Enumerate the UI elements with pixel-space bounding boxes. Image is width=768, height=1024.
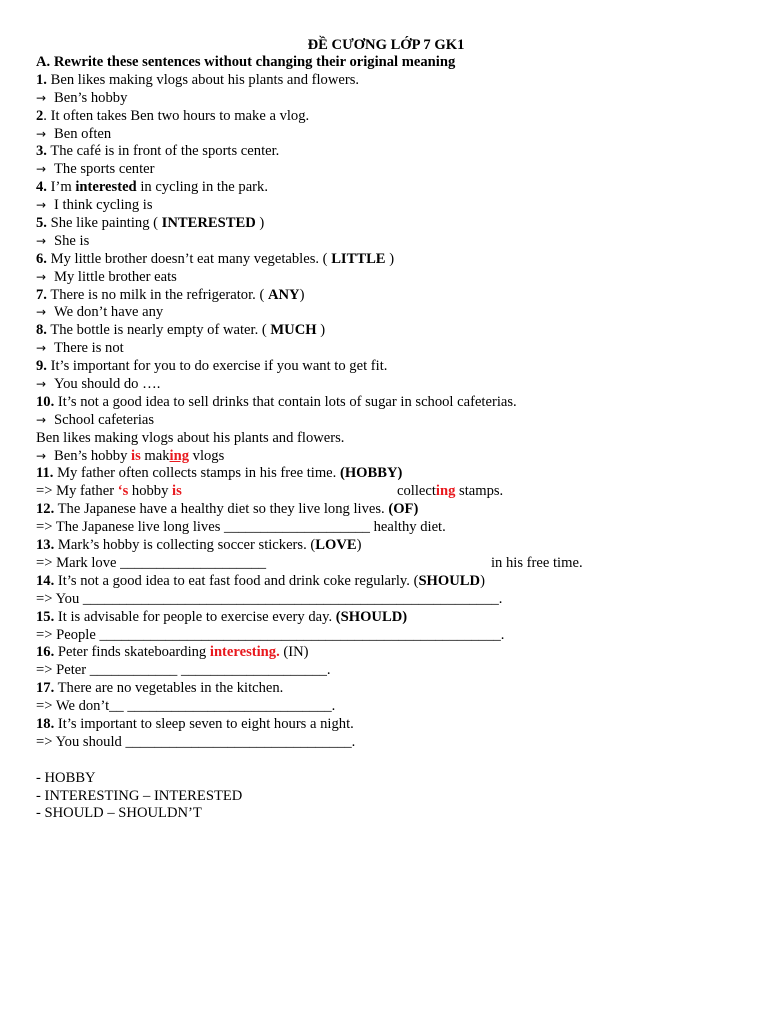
example-sentence: Ben likes making vlogs about his plants and flowers. [36, 429, 345, 446]
answer-9 [36, 376, 736, 394]
question-text: The bottle is nearly empty of water. ( [46, 322, 271, 339]
question-number: 12. [36, 501, 55, 518]
answer-1 [36, 90, 736, 108]
answer-17: => We don’t__ ____________________________. [36, 698, 336, 715]
question-number: 8. [36, 322, 47, 339]
keyword: interested [75, 179, 137, 196]
answer-text: We don’t have any [54, 304, 164, 321]
question-14 [36, 573, 736, 591]
question-text: ) [255, 215, 265, 232]
answer-text: => My father [36, 483, 118, 500]
question-text: Ben likes making vlogs about his plants and flowers. [46, 71, 360, 88]
answer-highlight: ‘s [117, 483, 129, 500]
answer-text: mak [140, 447, 170, 464]
cue-word: (HOBBY) [339, 465, 403, 482]
question-text: She like painting ( [46, 215, 162, 232]
question-15 [36, 609, 736, 627]
keyword: INTERESTED [161, 215, 256, 232]
arrow-icon: → [36, 448, 47, 463]
answer-text: Ben’s hobby [54, 89, 128, 106]
question-9 [36, 358, 736, 376]
question-number: 18. [36, 715, 55, 732]
cue-word: (OF) [388, 501, 419, 518]
answer-8 [36, 340, 736, 358]
answer-10 [36, 412, 736, 430]
answer-highlight: ing [169, 447, 190, 464]
question-number: 3. [36, 143, 47, 160]
answer-text: She is [54, 232, 90, 249]
question-number: 13. [36, 537, 55, 554]
answer-highlight: is [172, 483, 182, 500]
answer-16: => Peter ____________ ____________________. [36, 662, 331, 679]
question-12 [36, 501, 736, 519]
question-text: My little brother doesn’t eat many vegetables. ( [46, 250, 332, 267]
answer-text: I think cycling is [54, 197, 153, 214]
question-10 [36, 394, 736, 412]
cue-word: SHOULD [418, 572, 481, 589]
question-number: 2 [36, 107, 44, 124]
question-7 [36, 287, 736, 305]
arrow-icon: → [36, 126, 47, 141]
question-text: It’s important for you to do exercise if you want to get fit. [46, 358, 388, 375]
question-number: 6. [36, 250, 47, 267]
question-3 [36, 143, 736, 161]
question-text: Peter finds skateboarding [54, 644, 210, 661]
blank-line [36, 752, 736, 770]
question-text: It’s not a good idea to sell drinks that contain lots of sugar in school cafeterias. [54, 393, 517, 410]
answer-text: hobby [128, 483, 173, 500]
question-number: 4. [36, 179, 47, 196]
question-2 [36, 108, 736, 126]
arrow-icon: → [36, 198, 47, 213]
answer-14: => You _________________________________________________________. [36, 590, 503, 607]
question-8 [36, 322, 736, 340]
question-text: The Japanese have a healthy diet so they live long lives. [54, 501, 389, 518]
question-number: 9. [36, 358, 47, 375]
note-item: - INTERESTING – INTERESTED [36, 787, 243, 804]
answer-4 [36, 197, 736, 215]
question-text: It’s not a good idea to eat fast food and drink coke regularly. ( [54, 572, 419, 589]
question-17 [36, 680, 736, 698]
answer-tail [397, 483, 503, 501]
answer-text: Ben’s hobby [54, 447, 132, 464]
question-text: in cycling in the park. [136, 179, 268, 196]
question-text: ) [299, 286, 305, 303]
answer-text: My little brother eats [54, 268, 177, 285]
answer-18: => You should _______________________________. [36, 733, 356, 750]
answer-text: collect [397, 483, 436, 500]
answer-12: => The Japanese live long lives ____________________ healthy diet. [36, 519, 446, 536]
question-number: 17. [36, 680, 55, 697]
question-text: It is advisable for people to exercise every day. [54, 608, 336, 625]
question-18 [36, 716, 736, 734]
answer-15: => People _______________________________________________________. [36, 626, 505, 643]
question-text: . It often takes Ben two hours to make a vlog. [43, 107, 310, 124]
answer-6 [36, 269, 736, 287]
answer-text: stamps. [455, 483, 504, 500]
answer-text: => Mark love ____________________ [36, 554, 267, 571]
question-16 [36, 644, 736, 662]
cue-word: (SHOULD) [335, 608, 408, 625]
arrow-icon: → [36, 269, 47, 284]
question-number: 15. [36, 608, 55, 625]
question-number: 14. [36, 572, 55, 589]
question-13 [36, 537, 736, 555]
question-6 [36, 251, 736, 269]
answer-text: You should do …. [54, 376, 161, 393]
answer-11 [36, 483, 736, 501]
keyword: LITTLE [331, 250, 386, 267]
arrow-icon: → [36, 305, 47, 320]
question-text: The café is in front of the sports center. [46, 143, 280, 160]
highlight-word: interesting. [209, 644, 280, 661]
question-number: 1. [36, 71, 47, 88]
question-text: ) [385, 250, 395, 267]
arrow-icon: → [36, 162, 47, 177]
question-1 [36, 72, 736, 90]
question-text: ) [480, 572, 485, 589]
arrow-icon: → [36, 90, 47, 105]
answer-7 [36, 304, 736, 322]
cue-word: LOVE [315, 537, 357, 554]
answer-2 [36, 126, 736, 144]
answer-text: vlogs [189, 447, 225, 464]
question-text: I’m [46, 179, 76, 196]
question-4 [36, 179, 736, 197]
section-a-heading: A. Rewrite these sentences without changing their original meaning [36, 54, 456, 70]
question-5 [36, 215, 736, 233]
answer-tail: in his free time. [491, 554, 583, 571]
document-page [36, 36, 736, 823]
answer-5 [36, 233, 736, 251]
answer-text: The sports center [54, 161, 155, 178]
question-text: It’s important to sleep seven to eight hours a night. [54, 715, 354, 732]
answer-text: School cafeterias [54, 411, 155, 428]
arrow-icon: → [36, 341, 47, 356]
question-text: My father often collects stamps in his free time. [53, 465, 340, 482]
arrow-icon: → [36, 233, 47, 248]
note-item: - HOBBY [36, 769, 96, 786]
answer-13 [36, 555, 736, 573]
question-11 [36, 465, 736, 483]
question-text: (IN) [279, 644, 309, 661]
document-title: ĐỀ CƯƠNG LỚP 7 GK1 [307, 37, 465, 53]
keyword: ANY [267, 286, 300, 303]
question-number: 10. [36, 393, 55, 410]
question-number: 5. [36, 215, 47, 232]
note-item: - SHOULD – SHOULDN’T [36, 805, 202, 822]
question-text: ) [316, 322, 326, 339]
answer-highlight: ing [435, 483, 456, 500]
example-answer [36, 448, 736, 466]
question-text: There are no vegetables in the kitchen. [54, 680, 284, 697]
question-number: 11. [36, 465, 54, 482]
answer-text: There is not [54, 340, 124, 357]
answer-3 [36, 161, 736, 179]
answer-highlight: is [131, 447, 141, 464]
arrow-icon: → [36, 412, 47, 427]
keyword: MUCH [270, 322, 317, 339]
question-text: Mark’s hobby is collecting soccer stickers. ( [54, 537, 316, 554]
question-text: ) [356, 537, 362, 554]
question-number: 7. [36, 286, 47, 303]
answer-text: Ben often [54, 125, 112, 142]
arrow-icon: → [36, 377, 47, 392]
question-number: 16. [36, 644, 55, 661]
question-text: There is no milk in the refrigerator. ( [46, 286, 268, 303]
